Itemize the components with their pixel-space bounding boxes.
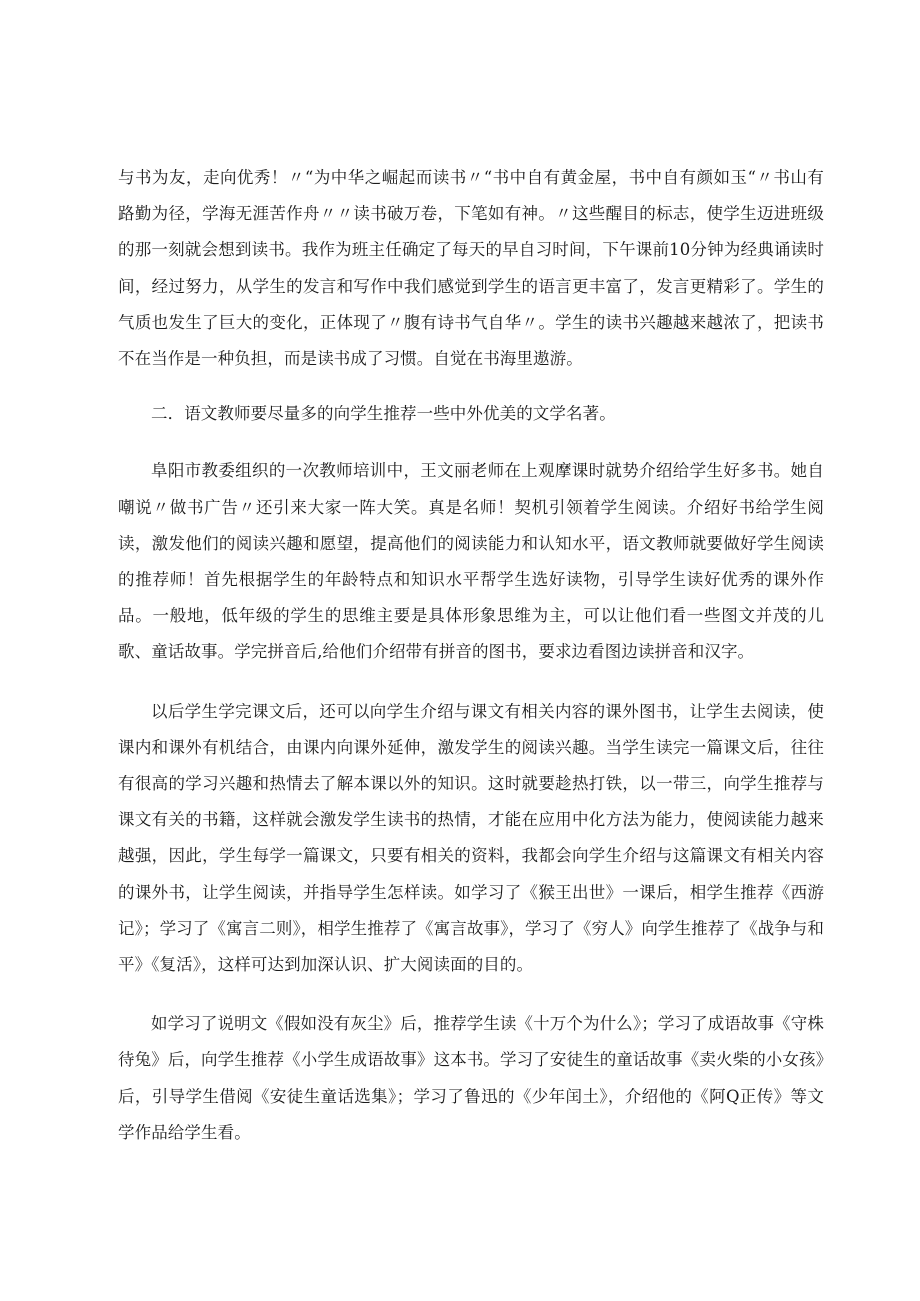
paragraph-teacher-training: 阜阳市教委组织的一次教师培训中，王文丽老师在上观摩课时就势介绍给学生好多书。她自嘲说〃做书广告〃还引来大家一阵大笑。真是名师！契机引领着学生阅读。介绍好书给学生阅读，激发他们的阅读兴趣和愿望，提高他们的阅读能力和认知水平，语文教师就要做好学生阅读的推荐师！首先根据学生的年龄特点和知识水平帮学生选好读物，引导学生读好优秀的课外作品。一般地，低年级的学生的思维主要是具体形象思维为主，可以让他们看一些图文并茂的儿歌、童话故事。学完拼音后,给他们介绍带有拼音的图书，要求边看图边读拼音和汉字。 xyxy=(118,461,824,662)
paragraph-book-examples: 如学习了说明文《假如没有灰尘》后，推荐学生读《十万个为什么》；学习了成语故事《守株待兔》后，向学生推荐《小学生成语故事》这本书。学习了安徒生的童话故事《卖火柴的小女孩》后，引导学生借阅《安徒生童话选集》；学习了鲁迅的《少年闰土》，介绍他的《阿Q正传》等文学作品给学生看。 xyxy=(118,1014,824,1142)
section-heading-recommend-classics: 二．语文教师要尽量多的向学生推荐一些中外优美的文学名著。 xyxy=(151,404,616,424)
paragraph-reading-slogans: 与书为友，走向优秀！〃“为中华之崛起而读书〃“书中自有黄金屋，书中自有颜如玉“〃书山有路勤为径，学海无涯苦作舟〃〃读书破万卷，下笔如有神。〃这些醒目的标志，使学生迈进班级的那一刻就会想到读书。我作为班主任确定了每天的早自习时间，下午课前10分钟为经典诵读时间，经过努力，从学生的发言和写作中我们感觉到学生的语言更丰富了，发言更精彩了。学生的气质也发生了巨大的变化，正体现了〃腹有诗书气自华〃。学生的读书兴趣越来越浓了，把读书不在当作是一种负担，而是读书成了习惯。自觉在书海里遨游。 xyxy=(118,168,824,369)
paragraph-extracurricular-books: 以后学生学完课文后，还可以向学生介绍与课文有相关内容的课外图书，让学生去阅读，使课内和课外有机结合，由课内向课外延伸，激发学生的阅读兴趣。当学生读完一篇课文后，往往有很高的学习兴趣和热情去了解本课以外的知识。这时就要趁热打铁，以一带三，向学生推荐与课文有关的书籍，这样就会激发学生读书的热情，才能在应用中化方法为能力，使阅读能力越来越强，因此，学生每学一篇课文，只要有相关的资料，我都会向学生介绍与这篇课文有相关内容的课外书，让学生阅读，并指导学生怎样读。如学习了《猴王出世》一课后，相学生推荐《西游记》；学习了《寓言二则》，相学生推荐了《寓言故事》，学习了《穷人》向学生推荐了《战争与和平》《复活》，这样可达到加深认识、扩大阅读面的目的。 xyxy=(118,701,824,975)
